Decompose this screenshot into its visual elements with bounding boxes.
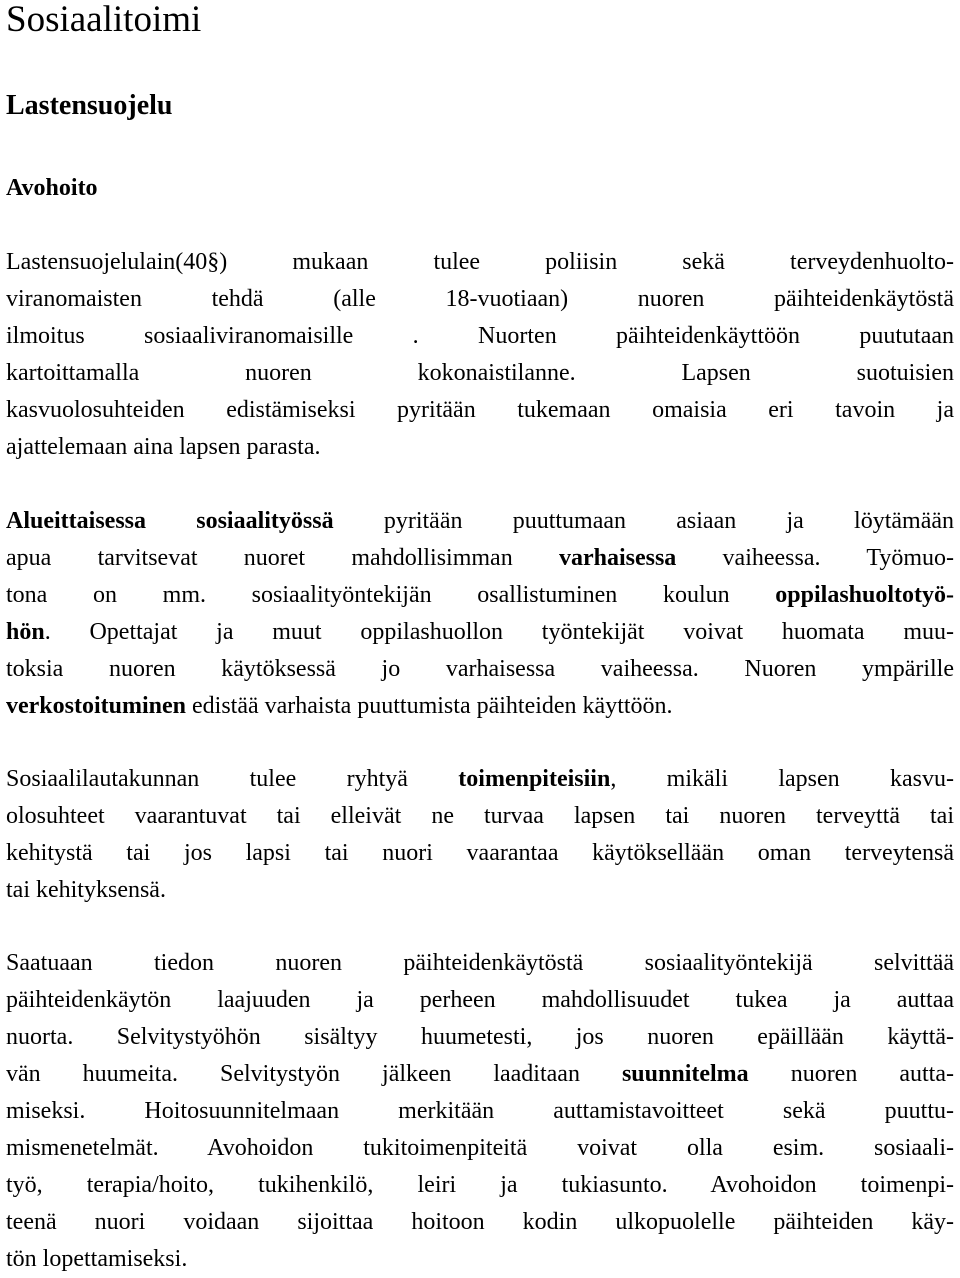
text-line bbox=[6, 1056, 954, 1093]
text-line bbox=[6, 651, 954, 688]
text-run: edistää varhaista puuttumista päihteiden käyttöön. bbox=[186, 693, 673, 719]
text-line bbox=[6, 798, 954, 835]
bold-term: verkostoituminen bbox=[6, 693, 186, 719]
text-run: nuoren autta- bbox=[748, 1061, 954, 1087]
page-title: Sosiaalitoimi bbox=[6, 0, 202, 40]
text-run: olosuhteet vaarantuvat tai elleivät ne turvaa lapsen tai nuoren terveyttä tai bbox=[6, 803, 954, 829]
text-line bbox=[6, 244, 954, 281]
text-line bbox=[6, 540, 954, 577]
bold-term: toimenpiteisiin bbox=[458, 766, 611, 792]
bold-term: hön bbox=[6, 619, 45, 645]
paragraph-2 bbox=[6, 503, 954, 725]
text-line bbox=[6, 1241, 954, 1278]
text-run: pyritään puuttumaan asiaan ja löytämään bbox=[333, 508, 954, 534]
text-line bbox=[6, 982, 954, 1019]
text-line bbox=[6, 355, 954, 392]
bold-term: suunnitelma bbox=[621, 1061, 749, 1087]
text-line bbox=[6, 1204, 954, 1241]
text-line bbox=[6, 1167, 954, 1204]
text-run: , mikäli lapsen kasvu- bbox=[610, 766, 954, 792]
text-run: teenä nuori voidaan sijoittaa hoitoon kodin ulkopuolelle päihteiden käy- bbox=[6, 1209, 954, 1235]
bold-term: Alueittaisessa sosiaalityössä bbox=[6, 508, 334, 534]
text-line bbox=[6, 1093, 954, 1130]
section-heading: Lastensuojelu bbox=[6, 90, 173, 121]
text-line bbox=[6, 577, 954, 614]
paragraph-3 bbox=[6, 761, 954, 909]
subsection-heading: Avohoito bbox=[6, 175, 98, 201]
text-run: toksia nuoren käytöksessä jo varhaisessa vaiheessa. Nuoren ympärille bbox=[6, 656, 954, 682]
text-line bbox=[6, 761, 954, 798]
text-run: ilmoitus sosiaaliviranomaisille . Nuorten päihteidenkäyttöön puututaan bbox=[6, 323, 954, 349]
bold-term: varhaisessa bbox=[558, 545, 677, 571]
text-run: työ, terapia/hoito, tukihenkilö, leiri ja tukiasunto. Avohoidon toimenpi- bbox=[6, 1172, 954, 1198]
text-line bbox=[6, 614, 954, 651]
paragraph-4 bbox=[6, 945, 954, 1278]
paragraph-1 bbox=[6, 244, 954, 466]
text-line bbox=[6, 429, 954, 466]
text-line bbox=[6, 318, 954, 355]
text-run: päihteidenkäytön laajuuden ja perheen mahdollisuudet tukea ja auttaa bbox=[6, 987, 954, 1013]
text-line bbox=[6, 392, 954, 429]
text-line bbox=[6, 281, 954, 318]
text-line bbox=[6, 1130, 954, 1167]
text-run: vaiheessa. Työmuo- bbox=[676, 545, 954, 571]
text-run: viranomaisten tehdä (alle 18-vuotiaan) nuoren päihteidenkäytöstä bbox=[6, 286, 954, 312]
text-run: ajattelemaan aina lapsen parasta. bbox=[6, 434, 321, 460]
text-line bbox=[6, 503, 954, 540]
text-run: . Opettajat ja muut oppilashuollon työntekijät voivat huomata muu- bbox=[44, 619, 954, 645]
text-run: tön lopettamiseksi. bbox=[6, 1246, 188, 1272]
text-run: nuorta. Selvitystyöhön sisältyy huumetesti, jos nuoren epäillään käyttä- bbox=[6, 1024, 954, 1050]
text-run: apua tarvitsevat nuoret mahdollisimman bbox=[6, 545, 559, 571]
text-run: tona on mm. sosiaalityöntekijän osallistuminen koulun bbox=[6, 582, 776, 608]
text-run: kehitystä tai jos lapsi tai nuori vaarantaa käytöksellään oman terveytensä bbox=[6, 840, 954, 866]
text-run: Lastensuojelulain(40§) mukaan tulee poliisin sekä terveydenhuolto- bbox=[6, 249, 954, 275]
text-run: vän huumeita. Selvitystyön jälkeen laaditaan bbox=[6, 1061, 622, 1087]
text-line bbox=[6, 688, 954, 725]
text-run: miseksi. Hoitosuunnitelmaan merkitään auttamistavoitteet sekä puuttu- bbox=[6, 1098, 954, 1124]
text-line bbox=[6, 945, 954, 982]
text-run: tai kehityksensä. bbox=[6, 877, 166, 903]
text-line bbox=[6, 835, 954, 872]
text-line bbox=[6, 872, 954, 909]
text-line bbox=[6, 1019, 954, 1056]
text-run: mismenetelmät. Avohoidon tukitoimenpiteitä voivat olla esim. sosiaali- bbox=[6, 1135, 954, 1161]
bold-term: oppilashuoltotyö- bbox=[775, 582, 954, 608]
text-run: kasvuolosuhteiden edistämiseksi pyritään tukemaan omaisia eri tavoin ja bbox=[6, 397, 954, 423]
text-run: Sosiaalilautakunnan tulee ryhtyä bbox=[6, 766, 459, 792]
text-run: Saatuaan tiedon nuoren päihteidenkäytöstä sosiaalityöntekijä selvittää bbox=[6, 950, 954, 976]
text-run: kartoittamalla nuoren kokonaistilanne. Lapsen suotuisien bbox=[6, 360, 954, 386]
